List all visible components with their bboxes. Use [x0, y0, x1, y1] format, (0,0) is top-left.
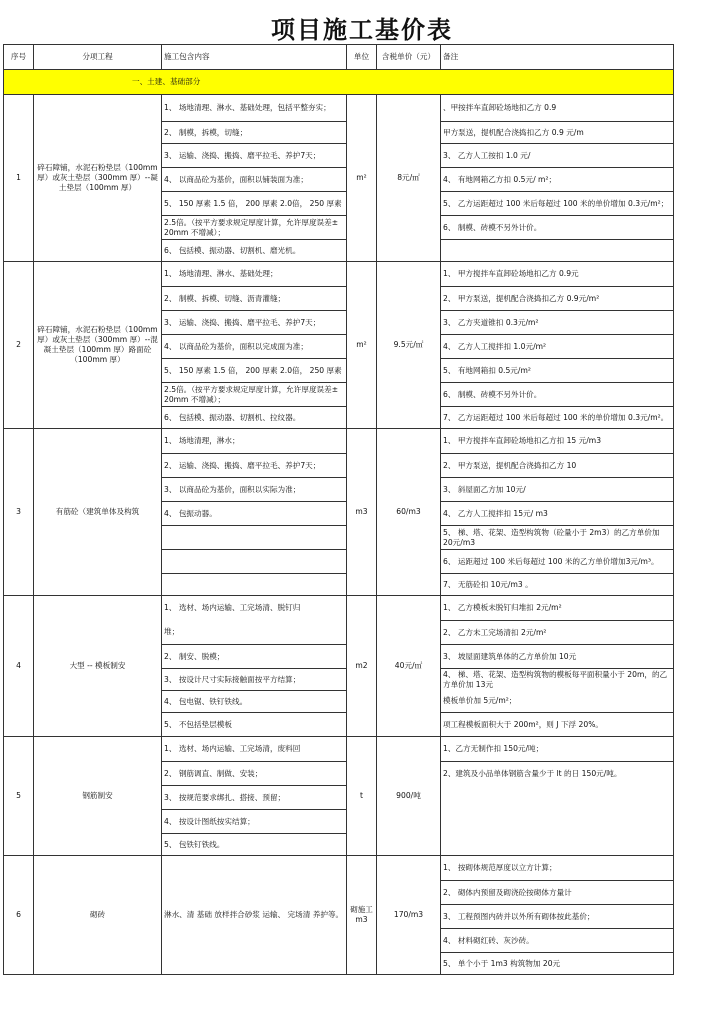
row-remarks — [441, 856, 674, 975]
remark-line — [441, 809, 673, 833]
header-price: 含税单价（元） — [377, 45, 441, 70]
header-remark: 备注 — [441, 45, 674, 70]
price-table — [3, 44, 674, 975]
row-price: 170/m3 — [377, 856, 441, 975]
content-line: 2、 制安、脱模； — [162, 644, 346, 668]
row-remarks — [441, 596, 674, 737]
content-line: 5、 150 厚素 1.5 倍， 200 厚素 2.0倍， 250 厚素 — [162, 358, 346, 382]
row-content-single: 淋水、清 基础 放样拌合砂浆 运输、 完场清 养护等。 — [162, 856, 347, 975]
header-no: 序号 — [4, 45, 34, 70]
row-remarks — [441, 95, 674, 262]
row-item: 有筋砼（建筑单体及构筑 — [34, 429, 162, 596]
remark-line: 3、 斜屋面乙方加 10元/ — [441, 477, 673, 501]
content-line: 2、 制模、拆模、切缝、沥青灌缝； — [162, 286, 346, 310]
content-line — [162, 573, 346, 595]
row-price: 900/吨 — [377, 737, 441, 856]
row-remarks — [441, 262, 674, 429]
remark-line: 4、 有地网箱乙方扣 0.5元/ m²； — [441, 167, 673, 191]
remark-line: 2、 砌体内预留及砌浇砼按砌体方量计 — [441, 880, 673, 904]
section-row — [4, 70, 674, 95]
content-line: 5、 150 厚素 1.5 倍， 200 厚素 2.0倍， 250 厚素 — [162, 191, 346, 215]
row-unit: m3 — [347, 429, 377, 596]
content-line: 1、 场地清理，淋水； — [164, 436, 240, 446]
table-row — [4, 596, 674, 737]
content-line: 4、 按设计图纸按实结算； — [162, 809, 346, 833]
remark-line: 3、 乙方夹道锥扣 0.3元/m² — [441, 310, 673, 334]
header-row — [4, 45, 674, 70]
content-line: 6、 包括模、振动器、切割机、磨光机。 — [162, 239, 346, 261]
remark-line: 2、 甲方泵送，提机配合浇捣扣乙方 0.9元/m² — [441, 286, 673, 310]
content-line: 3、 按规范要求绑扎、搭接、预留； — [162, 785, 346, 809]
content-line: 2.5倍。（按平方要求规定厚度计算，允许厚度误差± 20mm 不增减）； — [162, 382, 346, 406]
remark-line — [441, 785, 673, 809]
row-unit: 砌施工m3 — [347, 856, 377, 975]
row-contents — [162, 429, 347, 596]
remark-line: 7、 乙方运距超过 100 米后每超过 100 米的单价增加 0.3元/m²。 — [441, 406, 673, 428]
row-no: 5 — [4, 737, 34, 856]
content-line: 3、 以商品砼为基价，面积以实际为准； — [162, 477, 346, 501]
content-line: 3、 按设计尺寸实际接触面按平方结算； — [162, 668, 346, 690]
header-item: 分项工程 — [34, 45, 162, 70]
remark-line: 4、 乙方人工搅拌扣 1.0元/m² — [441, 334, 673, 358]
content-line: 5、 不包括垫层模板 — [162, 712, 346, 736]
content-line: 1、 选材、场内运输、工完场清，废料回 — [164, 744, 301, 754]
remark-line: 3、 工程预图内砖并以外所有砌体按此基价； — [441, 904, 673, 928]
row-remarks — [441, 429, 674, 596]
remark-line: 2、建筑及小品单体钢筋含量少于 lt 的日 150元/吨。 — [441, 761, 673, 785]
content-line: 5、 包铁钉铁线。 — [162, 833, 346, 855]
remark-line: 4、 梯、塔、花架、造型构筑物的模板每平面积量小于 20m，的乙方单价加 13元 — [441, 668, 673, 690]
remark-line: 、甲按拌车直卸砼场地扣乙方 0.9 — [443, 103, 557, 113]
remark-line: 6、 制模、砖模不另外计价。 — [441, 382, 673, 406]
remark-line: 项工程模板面积大于 200m²，则 J 下浮 20%。 — [441, 712, 673, 736]
remark-line: 2、 乙方未工完场清扣 2元/m² — [441, 620, 673, 644]
remark-line: 2、 甲方泵送，提机配合浇捣扣乙方 10 — [441, 453, 673, 477]
row-contents — [162, 596, 347, 737]
row-unit: m² — [347, 95, 377, 262]
content-line: 4、 包振动器。 — [162, 501, 346, 525]
content-line: 4、 以商品砼为基价，面积以完成面为准； — [162, 334, 346, 358]
remark-line: 甲方泵送，提机配合浇捣扣乙方 0.9 元/m — [441, 121, 673, 143]
remark-line: 7、 无筋砼扣 10元/m3 。 — [441, 573, 673, 595]
remark-line — [441, 833, 673, 855]
table-row — [4, 95, 674, 262]
row-no: 4 — [4, 596, 34, 737]
table-row — [4, 856, 674, 975]
section-title: 一、土建、基础部分 — [4, 70, 674, 95]
table-row — [4, 262, 674, 429]
content-line: 6、 包括模、振动器、切割机、拉纹器。 — [162, 406, 346, 428]
content-line: 3、 运输、浇捣、搬捣、磨平拉毛、养护7天； — [162, 143, 346, 167]
remark-line: 4、 材料砌红砖、灰沙砖。 — [441, 928, 673, 952]
row-no: 3 — [4, 429, 34, 596]
row-item: 碎石障铺，水泥石粉垫层（100mm 厚）或灰土垫层（300mm 厚）--混凝土垫层（100mm 厚）路面砼（100mm 厚） — [34, 262, 162, 429]
remark-line: 5、 梯、塔、花架、造型构筑物（砼量小于 2m3）的乙方单价加 20元/m3 — [441, 525, 673, 549]
row-price: 60/m3 — [377, 429, 441, 596]
remark-line: 1、 乙方模板未脱钉归堆扣 2元/m² — [443, 603, 562, 613]
remark-line: 模板单价加 5元/m²； — [443, 696, 517, 706]
remark-line: 3、 乙方人工按扣 1.0 元/ — [441, 143, 673, 167]
row-price: 8元/㎡ — [377, 95, 441, 262]
row-item: 砌砖 — [34, 856, 162, 975]
row-no: 2 — [4, 262, 34, 429]
row-unit: m² — [347, 262, 377, 429]
content-line: 1、 场地清理、淋水、基础处理； — [164, 269, 278, 279]
remark-line: 6、 运距超过 100 米后每超过 100 米的乙方单价增加3元/m³。 — [441, 549, 673, 573]
row-contents — [162, 262, 347, 429]
remark-line: 1、 甲方搅拌车直卸砼场地扣乙方 0.9元 — [443, 269, 579, 279]
content-line: 2、 制模，拆模，切缝； — [162, 121, 346, 143]
table-row — [4, 737, 674, 856]
row-price: 9.5元/㎡ — [377, 262, 441, 429]
table-row — [4, 429, 674, 596]
row-item: 碎石障铺，水泥石粉垫层（100mm 厚）或灰土垫层（300mm 厚）--凝土垫层（100mm 厚） — [34, 95, 162, 262]
row-contents — [162, 737, 347, 856]
remark-line — [441, 239, 673, 261]
remark-line: 1、乙方无制作扣 150元/吨； — [443, 744, 544, 754]
content-line — [162, 549, 346, 573]
header-content: 施工包含内容 — [162, 45, 347, 70]
content-line: 4、 以商品砼为基价，面积以铺装面为准； — [162, 167, 346, 191]
row-price: 40元/㎡ — [377, 596, 441, 737]
page-title: 项目施工基价表 — [271, 16, 453, 44]
header-unit: 单位 — [347, 45, 377, 70]
content-line: 堆； — [164, 627, 180, 637]
content-line: 2.5倍。（按平方要求规定厚度计算，允许厚度误差± 20mm 不增减）； — [162, 215, 346, 239]
content-line: 2、 运输、浇捣、搬捣、磨平拉毛、养护7天； — [162, 453, 346, 477]
remark-line: 1、 甲方搅拌车直卸砼场地扣乙方扣 15 元/m3 — [443, 436, 602, 446]
row-contents — [162, 95, 347, 262]
remark-line: 5、 单个小于 1m3 构筑物加 20元 — [441, 952, 673, 974]
remark-line: 4、 乙方人工搅拌扣 15元/ m3 — [441, 501, 673, 525]
remark-line: 1、 按砌体规范厚度以立方计算； — [443, 863, 557, 873]
row-unit: t — [347, 737, 377, 856]
content-line: 3、 运输、浇捣、搬捣、磨平拉毛、养护7天； — [162, 310, 346, 334]
row-remarks — [441, 737, 674, 856]
row-unit: m2 — [347, 596, 377, 737]
content-line: 1、 选材、场内运输、工完场清、脱钉归 — [164, 603, 301, 613]
row-no: 1 — [4, 95, 34, 262]
remark-line: 5、 有地网箱扣 0.5元/m² — [441, 358, 673, 382]
remark-line: 6、 制模、砖模不另外计价。 — [441, 215, 673, 239]
content-line: 4、 包电锯、铁钉铁线。 — [162, 690, 346, 712]
content-line: 1、 场地清理、淋水、基础处理，包括平整夯实； — [164, 103, 331, 113]
row-no: 6 — [4, 856, 34, 975]
content-line: 2、 钢筋调直、制做、安装； — [162, 761, 346, 785]
content-line — [162, 525, 346, 549]
row-item: 大型 -- 模板制安 — [34, 596, 162, 737]
row-item: 钢筋制安 — [34, 737, 162, 856]
remark-line: 5、 乙方运距超过 100 米后每超过 100 米的单价增加 0.3元/m²； — [441, 191, 673, 215]
remark-line: 3、 坡屋面建筑单体的乙方单价加 10元 — [441, 644, 673, 668]
